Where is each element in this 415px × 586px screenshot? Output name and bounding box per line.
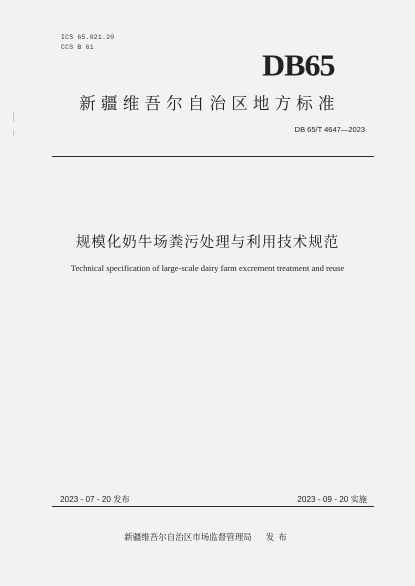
english-title: Technical specification of large-scale dairy farm excrement treatment and reuse	[70, 263, 345, 273]
issue-date: 2023 - 07 - 20 发布	[60, 495, 130, 504]
standard-number: DB 65/T 4647—2023	[294, 125, 365, 134]
publisher-line	[0, 531, 415, 543]
ccs-code: CCS B 61	[61, 44, 94, 51]
implementation-date: 2023 - 09 - 20 实施	[297, 495, 367, 504]
db-logo: DB65	[262, 47, 335, 83]
scan-edge-mark	[13, 130, 14, 136]
publish-label: 发布	[265, 533, 291, 543]
chinese-title: 规模化奶牛场粪污处理与利用技术规范	[75, 235, 340, 251]
publisher-name: 新疆维吾尔自治区市场监督管理局	[124, 533, 252, 543]
top-divider	[52, 156, 374, 157]
bottom-divider	[52, 506, 374, 507]
ics-code: ICS 65.021.20	[61, 34, 115, 41]
issuer-title: 新疆维吾尔自治区地方标准	[79, 94, 340, 113]
classification-codes	[61, 33, 114, 53]
